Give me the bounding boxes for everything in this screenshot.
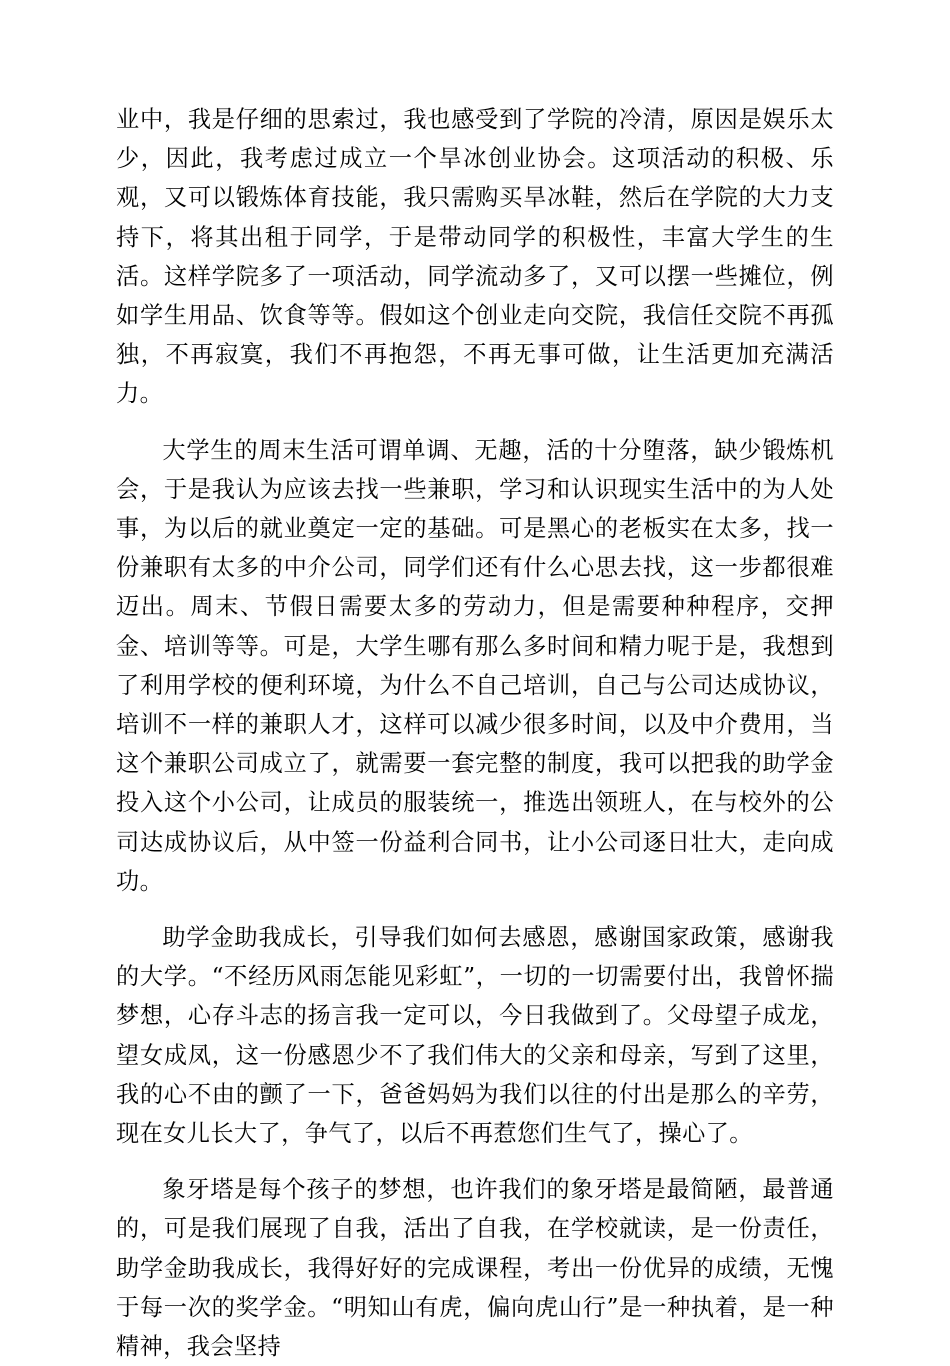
document-page — [116, 100, 834, 1366]
paragraph-continuation: 业中，我是仔细的思索过，我也感受到了学院的冷清，原因是娱乐太少，因此，我考虑过成立一个旱冰创业协会。这项活动的积极、乐观，又可以锻炼体育技能，我只需购买旱冰鞋，然后在学院的大力支持下，将其出租于同学，于是带动同学的积极性，丰富大学生的生活。这样学院多了一项活动，同学流动多了，又可以摆一些摊位，例如学生用品、饮食等等。假如这个创业走向交院，我信任交院不再孤独，不再寂寞，我们不再抱怨，不再无事可做，让生活更加充满活力。 — [116, 106, 834, 408]
paragraph-ivory-tower: 象牙塔是每个孩子的梦想，也许我们的象牙塔是最简陋，最普通的，可是我们展现了自我，活出了自我，在学校就读，是一份责任，助学金助我成长，我得好好的完成课程，考出一份优异的成绩，无愧于每一次的奖学金。“明知山有虎，偏向虎山行”是一种执着，是一种精神，我会坚持 — [116, 1176, 834, 1361]
paragraph-gratitude: 助学金助我成长，引导我们如何去感恩，感谢国家政策，感谢我的大学。“不经历风雨怎能见彩虹”，一切的一切需要付出，我曾怀揣梦想，心存斗志的扬言我一定可以，今日我做到了。父母望子成龙，望女成凤，这一份感恩少不了我们伟大的父亲和母亲，写到了这里，我的心不由的颤了一下，爸爸妈妈为我们以往的付出是那么的辛劳，现在女儿长大了，争气了，以后不再惹您们生气了，操心了。 — [116, 924, 834, 1148]
paragraph-weekend-jobs: 大学生的周末生活可谓单调、无趣，活的十分堕落，缺少锻炼机会，于是我认为应该去找一些兼职，学习和认识现实生活中的为人处事，为以后的就业奠定一定的基础。可是黑心的老板实在太多，找一份兼职有太多的中介公司，同学们还有什么心思去找，这一步都很难迈出。周末、节假日需要太多的劳动力，但是需要种种程序，交押金、培训等等。可是，大学生哪有那么多时间和精力呢于是，我想到了利用学校的便利环境，为什么不自己培训，自己与公司达成协议，培训不一样的兼职人才，这样可以减少很多时间，以及中介费用，当这个兼职公司成立了，就需要一套完整的制度，我可以把我的助学金投入这个小公司，让成员的服装统一，推选出领班人，在与校外的公司达成协议后，从中签一份益利合同书，让小公司逐日壮大，走向成功。 — [116, 436, 834, 895]
